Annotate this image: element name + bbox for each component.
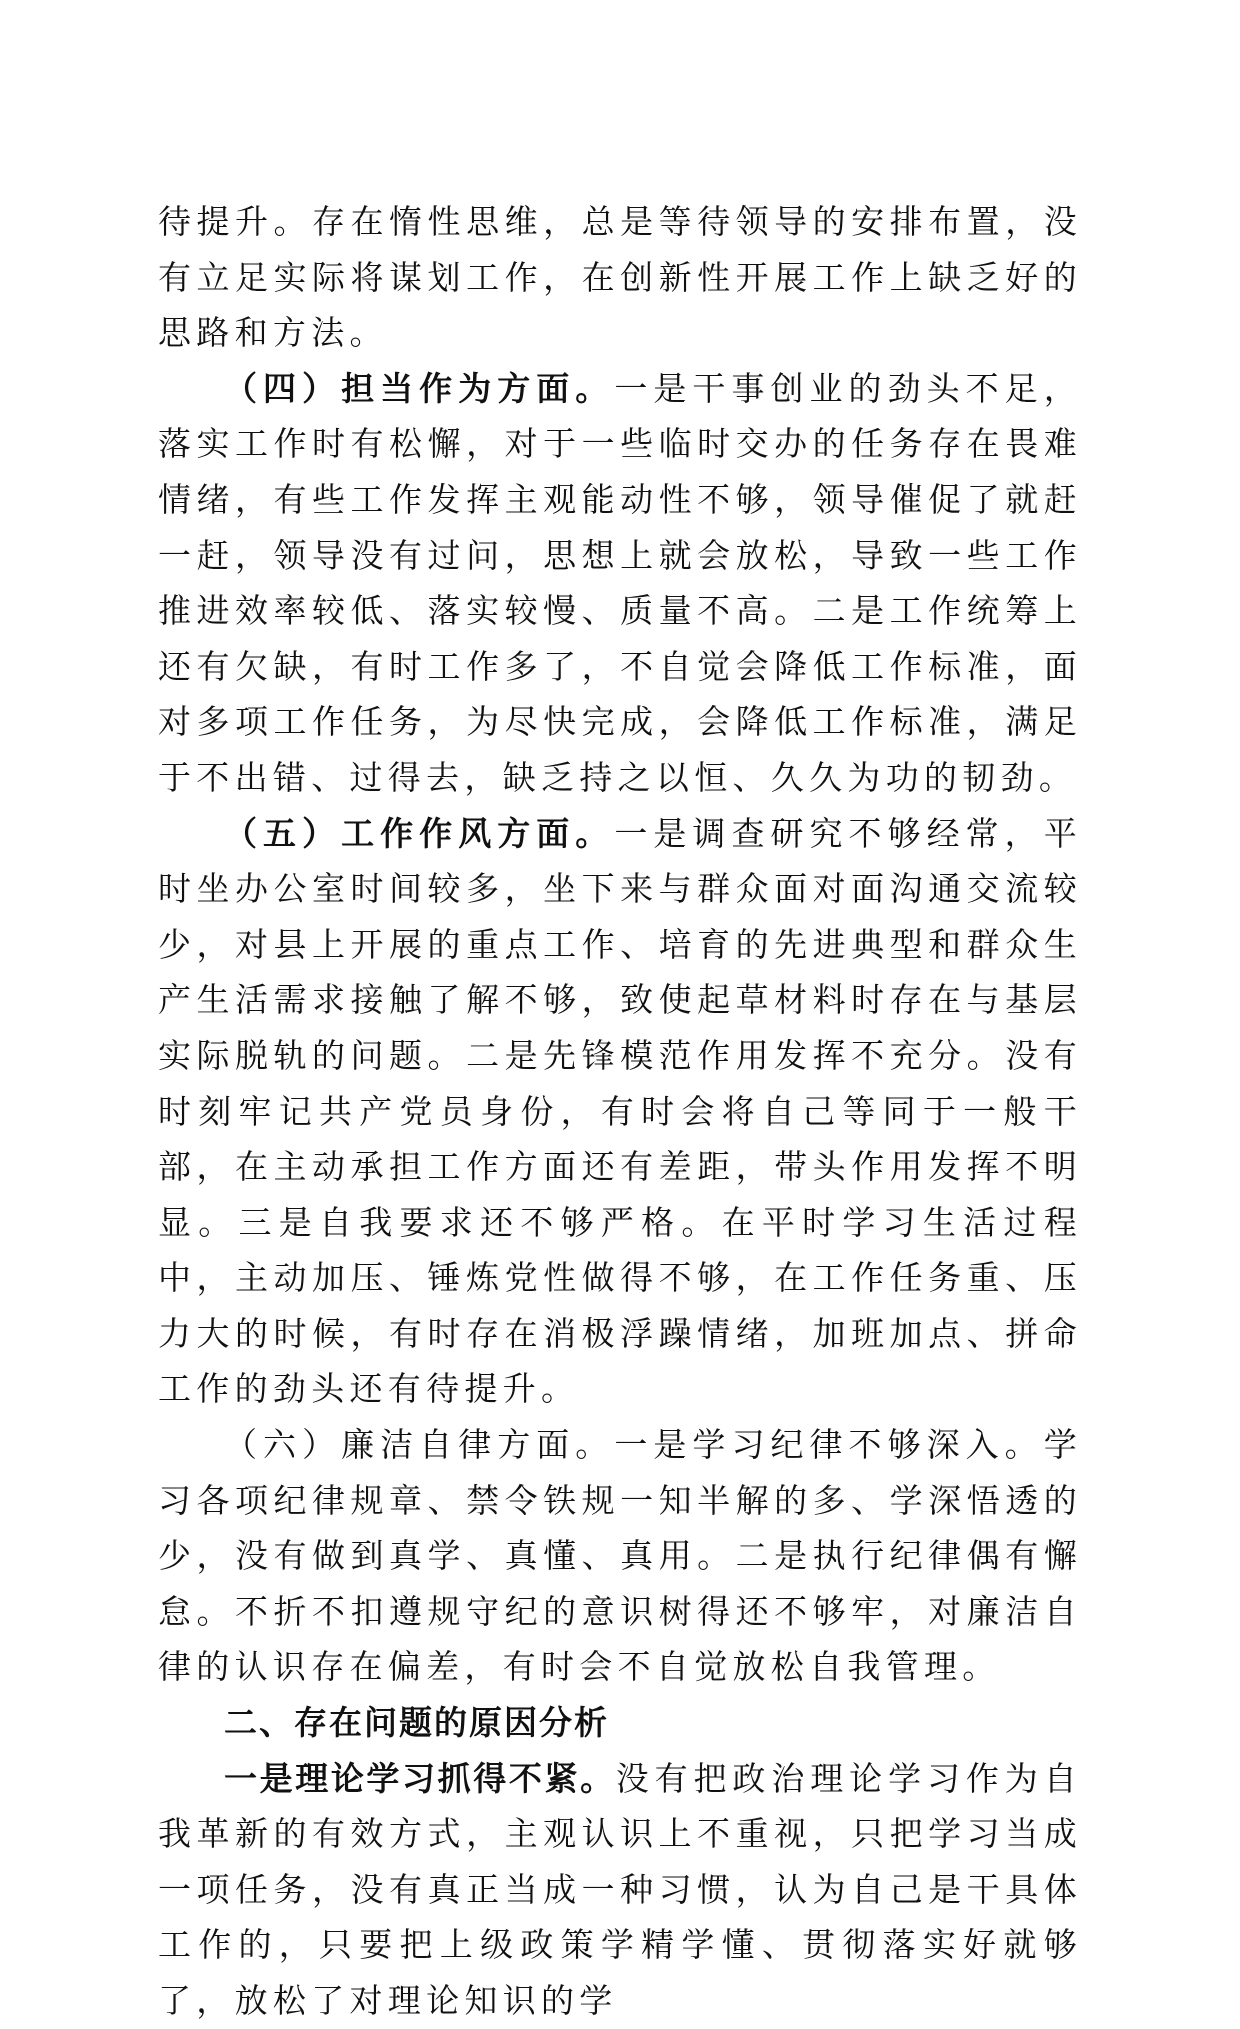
paragraph-theory-study xyxy=(158,1751,1082,2029)
section-heading: 二、存在问题的原因分析 xyxy=(224,1703,609,1743)
paragraph-work-style xyxy=(158,806,1082,1418)
paragraph-text: 一是调查研究不够经常，平时坐办公室时间较多，坐下来与群众面对面沟通交流较少，对县上开展的重点工作、培育的先进典型和群众生产生活需求接触了解不够，致使起草材料时存在与基层实际脱轨的问题。二是先锋模范作用发挥不充分。没有时刻牢记共产党员身份，有时会将自己等同于一般干部，在主动承担工作方面还有差距，带头作用发挥不明显。三是自我要求还不够严格。在平时学习生活过程中，主动加压、锤炼党性做得不够，在工作任务重、压力大的时候，有时存在消极浮躁情绪，加班加点、拼命工作的劲头还有待提升。 xyxy=(158,813,1083,1409)
paragraph-lead: 一是理论学习抓得不紧。 xyxy=(224,1758,616,1798)
document-body xyxy=(158,194,1082,2029)
paragraph-text: 待提升。存在惰性思维，总是等待领导的安排布置，没有立足实际将谋划工作，在创新性开展工作上缺乏好的思路和方法。 xyxy=(158,202,1082,353)
paragraph-text: 一是学习纪律不够深入。学习各项纪律规章、禁令铁规一知半解的多、学深悟透的少，没有做到真学、真懂、真用。二是执行纪律偶有懈怠。不折不扣遵规守纪的意识树得还不够牢，对廉洁自律的认识存在偏差，有时会不自觉放松自我管理。 xyxy=(158,1425,1083,1687)
paragraph-responsibility xyxy=(158,361,1082,806)
paragraph-text: 没有把政治理论学习作为自我革新的有效方式，主观认识上不重视，只把学习当成一项任务，没有真正当成一种习惯，认为自己是干具体工作的，只要把上级政策学精学懂、贯彻落实好就够了，放松了对理论知识的学 xyxy=(158,1758,1082,2020)
paragraph-continuation xyxy=(158,194,1082,361)
paragraph-integrity xyxy=(158,1417,1082,1695)
paragraph-lead: （四）担当作为方面。 xyxy=(224,368,615,408)
paragraph-lead: （六）廉洁自律方面。 xyxy=(224,1425,615,1465)
paragraph-lead: （五）工作作风方面。 xyxy=(224,813,615,853)
paragraph-text: 一是干事创业的劲头不足，落实工作时有松懈，对于一些临时交办的任务存在畏难情绪，有些工作发挥主观能动性不够，领导催促了就赶一赶，领导没有过问，思想上就会放松，导致一些工作推进效率较低、落实较慢、质量不高。二是工作统筹上还有欠缺，有时工作多了，不自觉会降低工作标准，面对多项工作任务，为尽快完成，会降低工作标准，满足于不出错、过得去，缺乏持之以恒、久久为功的韧劲。 xyxy=(158,368,1083,797)
